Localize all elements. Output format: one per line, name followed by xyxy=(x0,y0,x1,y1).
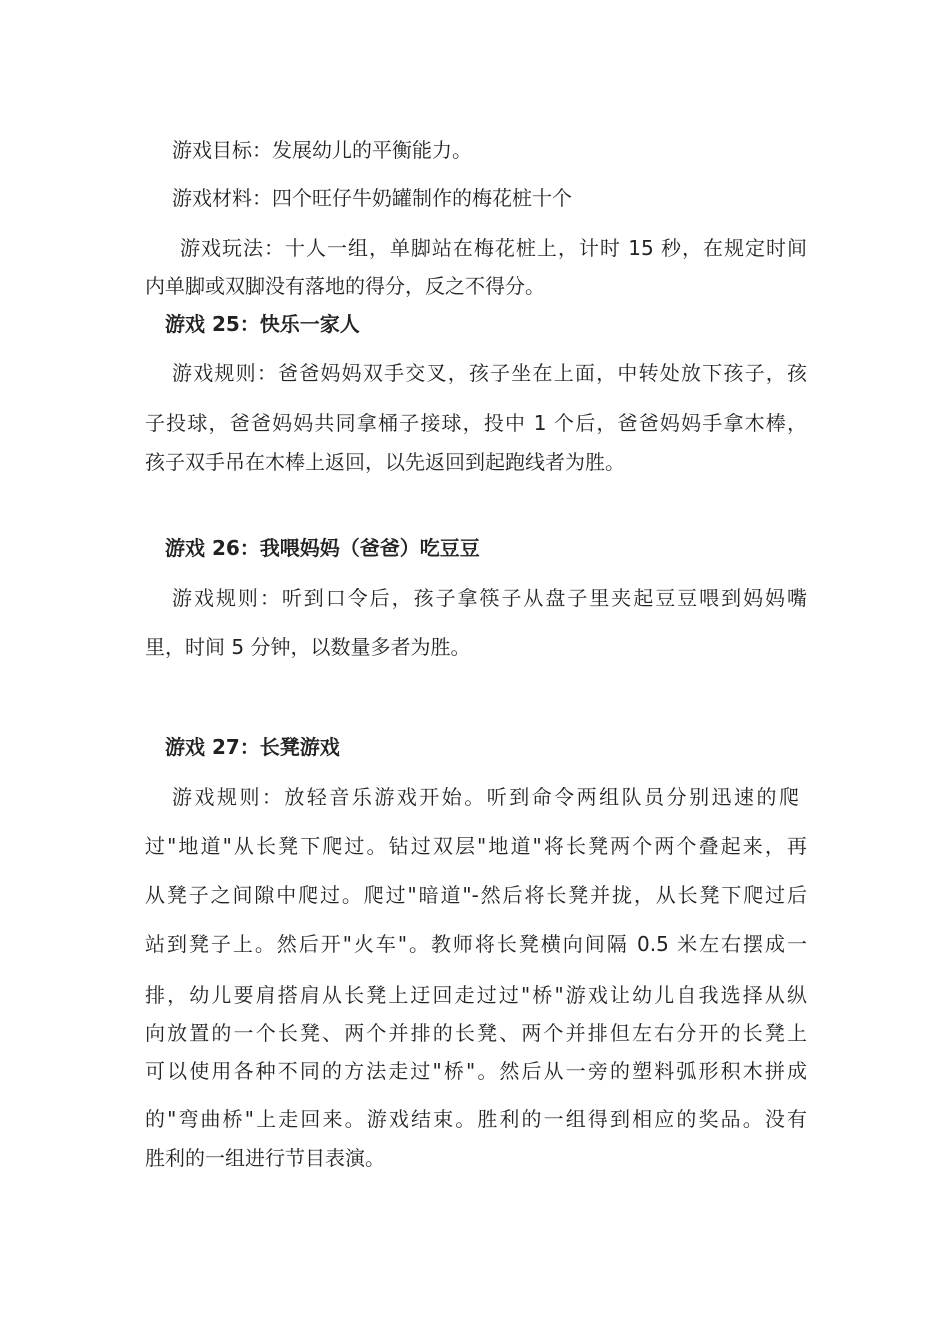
game-27-rule-line-7: 可以使用各种不同的方法走过"桥"。然后从一旁的塑料弧形积木拼成 xyxy=(145,1059,807,1083)
goal-line: 游戏目标：发展幼儿的平衡能力。 xyxy=(172,138,472,162)
game-25-heading: 游戏 25：快乐一家人 xyxy=(165,312,360,336)
game-25-rule-line-2: 子投球，爸爸妈妈共同拿桶子接球，投中 1 个后，爸爸妈妈手拿木棒， xyxy=(145,411,807,435)
game-27-rule-line-6: 向放置的一个长凳、两个并排的长凳、两个并排但左右分开的长凳上 xyxy=(145,1021,807,1045)
game-27-rule-line-5: 排，幼儿要肩搭肩从长凳上迂回走过过"桥"游戏让幼儿自我选择从纵 xyxy=(145,983,807,1007)
game-27-rule-line-3: 从凳子之间隙中爬过。爬过"暗道"-然后将长凳并拢，从长凳下爬过后 xyxy=(145,883,807,907)
game-27-rule-line-4: 站到凳子上。然后开"火车"。教师将长凳横向间隔 0.5 米左右摆成一 xyxy=(145,932,807,956)
materials-line: 游戏材料：四个旺仔牛奶罐制作的梅花桩十个 xyxy=(172,186,572,210)
game-26-rule-line-1: 游戏规则：听到口令后，孩子拿筷子从盘子里夹起豆豆喂到妈妈嘴 xyxy=(172,586,807,610)
game-27-rule-line-9: 胜利的一组进行节目表演。 xyxy=(145,1146,385,1170)
game-27-rule-line-8: 的"弯曲桥"上走回来。游戏结束。胜利的一组得到相应的奖品。没有 xyxy=(145,1107,807,1131)
game-27-rule-line-1: 游戏规则：放轻音乐游戏开始。听到命令两组队员分别迅速的爬 xyxy=(172,785,799,809)
game-25-rule-line-3: 孩子双手吊在木棒上返回，以先返回到起跑线者为胜。 xyxy=(145,450,625,474)
game-26-rule-line-2: 里，时间 5 分钟，以数量多者为胜。 xyxy=(145,635,471,659)
game-26-heading: 游戏 26：我喂妈妈（爸爸）吃豆豆 xyxy=(165,536,480,560)
game-27-rule-line-2: 过"地道"从长凳下爬过。钻过双层"地道"将长凳两个两个叠起来，再 xyxy=(145,834,807,858)
play-method-line-2: 内单脚或双脚没有落地的得分，反之不得分。 xyxy=(145,274,545,298)
play-method-line-1: 游戏玩法：十人一组，单脚站在梅花桩上，计时 15 秒，在规定时间 xyxy=(180,236,807,260)
game-25-rule-line-1: 游戏规则：爸爸妈妈双手交叉，孩子坐在上面，中转处放下孩子，孩 xyxy=(172,361,807,385)
game-27-heading: 游戏 27：长凳游戏 xyxy=(165,735,340,759)
